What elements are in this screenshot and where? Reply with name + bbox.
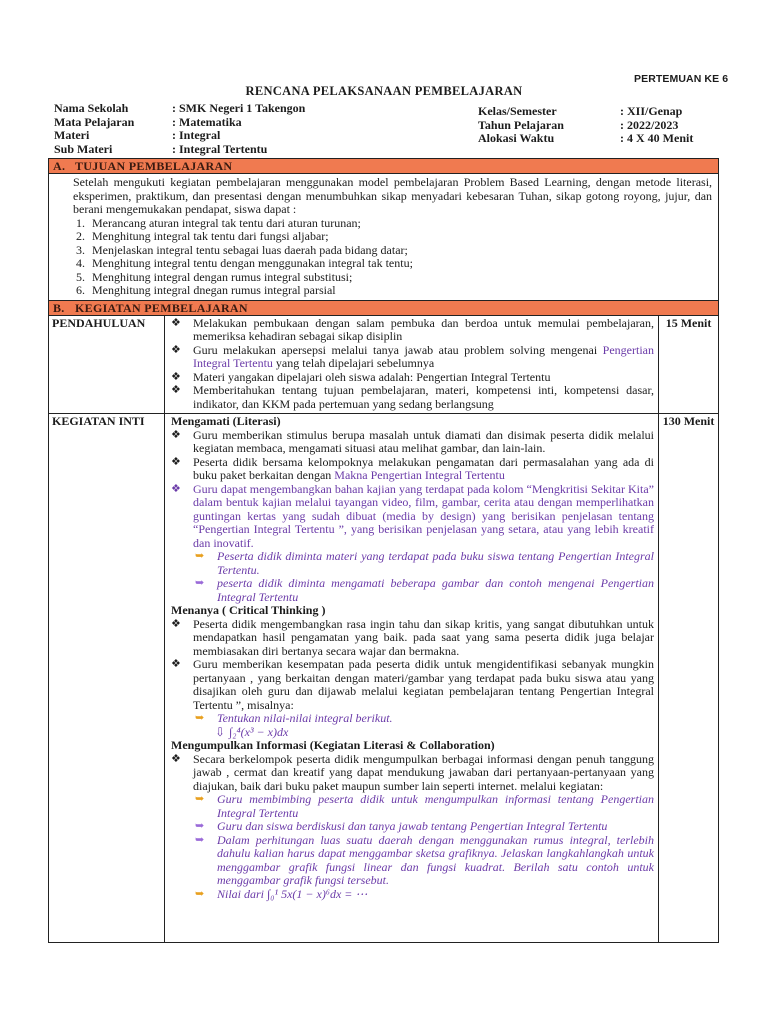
sub-material-key: Sub Materi (54, 141, 113, 156)
learning-goals-cell (49, 174, 719, 301)
mengamati-heading: Mengamati (Literasi) (171, 414, 281, 428)
diamond-bullet-icon: ❖ (171, 343, 181, 356)
pendahuluan-label: PENDAHULUAN (49, 315, 165, 414)
document-title: RENCANA PELAKSANAAN PEMBELAJARAN (245, 84, 523, 98)
list-item: ➥ Peserta didik diminta materi yang terdapat pada buku siswa tentang Pengertian Integral Tertentu. (195, 549, 654, 577)
subject-value: : Matematika (172, 114, 242, 129)
diamond-bullet-icon: ❖ (171, 482, 181, 495)
sub-material-value: : Integral Tertentu (172, 141, 268, 156)
diamond-bullet-icon: ❖ (171, 428, 181, 441)
arrow-bullet-icon: ➥ (195, 550, 205, 562)
list-item: ❖ Guru dapat mengembangkan bahan kajian yang terdapat pada kolom “Mengkritisi Sekitar Kita” dalam bentuk kajian melalui tayangan video, film, gambar, cerita atau dengan memperlihatkan guntingan kertas yang sudah dibuat (media by design) yang berisikan penjelasan tentang “Pengertian Integral Tertentu ”, yang berisikan penjelasan yang setara, atau yang lebih kreatif dan inovatif. (171, 481, 654, 550)
list-item: 6. Menghitung integral dnegan rumus integral parsial (76, 283, 336, 297)
list-item: ❖ Materi yangakan dipelajari oleh siswa adalah: Pengertian Integral Tertentu (171, 369, 551, 384)
list-item: 2. Menghitung integral tak tentu dari fungsi aljabar; (76, 229, 329, 243)
arrow-bullet-icon: ➥ (195, 820, 205, 832)
school-name-key: Nama Sekolah (54, 101, 129, 115)
diamond-bullet-icon: ❖ (171, 316, 181, 329)
section-a-title: TUJUAN PEMBELAJARAN (75, 159, 233, 173)
list-item: 3. Menjelaskan integral tentu sebagai luas daerah pada bidang datar; (76, 242, 408, 257)
down-arrow-icon: ⇩ (215, 724, 226, 739)
subject-key: Mata Pelajaran (54, 114, 135, 129)
list-item: ❖ Guru memberikan stimulus berupa masalah untuk diamati dan disimak peserta didik melalui kegiatan membaca, mengamati situasi atau melihat gambar, dan lain-lain. (171, 427, 654, 455)
section-b-header (49, 300, 719, 315)
academic-year-key: Tahun Pelajaran (478, 117, 564, 132)
diamond-bullet-icon: ❖ (171, 617, 181, 630)
list-item: ❖ Melakukan pembukaan dengan salam pembuka dan berdoa untuk memulai pembelajaran, memeriksa kehadiran sebagai sikap disiplin (171, 315, 654, 343)
class-semester-key: Kelas/Semester (478, 104, 557, 118)
list-item: ➥ Dalam perhitungan luas suatu daerah dengan menggunakan rumus integral, terlebih dahulu kalian harus dapat menggambar sketsa grafiknya. Jelaskan langkahlangkah untuk menggambar grafik fungsi linear dan fungsi kuadrat. Berilah satu contoh untuk menggambar grafik fungsi tersebut. (195, 832, 654, 887)
list-item: ❖ Guru melakukan apersepsi melalui tanya jawab atau problem solving mengenai Pengertian Integral Tertentu yang telah dipelajari sebelumnya (171, 342, 654, 370)
list-item: 1. Merancang aturan integral tak tentu dari aturan turunan; (76, 215, 361, 230)
diamond-bullet-icon: ❖ (171, 455, 181, 468)
arrow-bullet-icon: ➥ (195, 712, 205, 724)
list-item: ❖ Guru memberikan kesempatan pada peserta didik untuk mengidentifikasi sebanyak mungkin pertanyaan , yang berkaitan dengan materi/gambar yang terdapat pada buku siswa atau yang disajikan oleh guru dan dijawab melalui kegiatan pembelajaran tentang Pengertian Integral Tertentu ”, misalnya: (171, 657, 654, 712)
kegiatan-inti-row (49, 414, 719, 943)
list-item: ❖ Peserta didik mengembangkan rasa ingin tahu dan sikap kritis, yang sangat dibutuhkan untuk mendapatkan hasil pengamatan yang baik. pada saat yang sama peserta didik juga belajar membiasakan diri bertanya secara wajar dan bermakna. (171, 616, 654, 658)
list-item: ❖ Secara berkelompok peserta didik mengumpulkan berbagai informasi dengan penuh tanggung jawab , cermat dan kreatif yang dapat mendukung jawaban dari pertanyaan-pertanyaan yang diajukan, baik dari buku paket maupun sumber lain seperti internet. melalui kegiatan: (171, 751, 654, 793)
arrow-bullet-icon: ➥ (195, 577, 205, 589)
list-item: 5. Menghitung integral dengan rumus integral substitusi; (76, 269, 353, 284)
diamond-bullet-icon: ❖ (171, 384, 181, 396)
list-item: ➥ Guru membimbing peserta didik untuk mengumpulkan informasi tentang Pengertian Integral Tertentu (195, 792, 654, 820)
section-b-letter: B. (53, 300, 65, 315)
list-item: ➥ Tentukan nilai-nilai integral berikut. (195, 711, 393, 725)
time-allocation-key: Alokasi Waktu (478, 131, 555, 145)
time-allocation-value: : 4 X 40 Menit (620, 131, 694, 145)
diamond-bullet-icon: ❖ (171, 752, 181, 765)
lesson-plan-table (48, 158, 719, 943)
header-right-info (478, 105, 693, 146)
section-b-title: KEGIATAN PEMBELAJARAN (75, 300, 248, 315)
list-item: ➥ Guru dan siswa berdiskusi dan tanya jawab tentang Pengertian Integral Tertentu (195, 819, 608, 833)
academic-year-value: : 2022/2023 (620, 117, 679, 132)
diamond-bullet-icon: ❖ (171, 370, 181, 383)
material-key: Materi (54, 128, 90, 142)
arrow-bullet-icon: ➥ (195, 793, 205, 805)
pendahuluan-row (49, 315, 719, 414)
kegiatan-inti-duration: 130 Menit (659, 414, 719, 943)
menanya-heading: Menanya ( Critical Thinking ) (171, 603, 326, 617)
kegiatan-inti-label: KEGIATAN INTI (49, 414, 165, 943)
section-a-header (49, 159, 719, 174)
goals-intro-text: Setelah mengukuti kegiatan pembelajaran menggunakan model pembelajaran Problem Based Learning, dengan metode literasi, eksperimen, praktikum, dan presentasi dengan menumbuhkan sikap menyadari kebesaran Tuhan, sikap gotong royong, jujur, dan berani mengemukakan pendapat, siswa dapat : (73, 175, 713, 216)
mengumpulkan-heading: Mengumpulkan Informasi (Kegiatan Literasi & Collaboration) (171, 738, 495, 752)
pendahuluan-duration: 15 Menit (659, 315, 719, 414)
header-left-info (54, 102, 305, 156)
integral-formula: ⇩ ∫₂⁴(x³ − x)dx (215, 724, 289, 739)
pendahuluan-content (165, 315, 659, 414)
kegiatan-inti-content (165, 414, 659, 943)
list-item: ❖ Memberitahukan tentang tujuan pembelajaran, materi, kompetensi inti, kompetensi dasar, indikator, dan KKM pada pertemuan yang sedang berlangsung (171, 383, 654, 411)
meeting-label: PERTEMUAN KE 6 (634, 73, 729, 85)
arrow-bullet-icon: ➥ (195, 833, 205, 846)
section-a-letter: A. (53, 159, 66, 173)
school-name-value: : SMK Negeri 1 Takengon (172, 101, 306, 115)
list-item: ➥ peserta didik diminta mengamati beberapa gambar dan contoh mengenai Pengertian Integral Tertentu (195, 576, 654, 604)
list-item: 4. Menghitung integral tentu dengan menggunakan integral tak tentu; (76, 256, 413, 270)
list-item: ➥ Nilai dari ∫₀¹ 5x(1 − x)⁶dx = ⋯ (195, 886, 368, 901)
arrow-bullet-icon: ➥ (195, 887, 205, 900)
list-item: ❖ Peserta didik bersama kelompoknya melakukan pengamatan dari permasalahan yang ada di buku paket berkaitan dengan Makna Pengertian Integral Tertentu (171, 454, 654, 482)
diamond-bullet-icon: ❖ (171, 658, 181, 670)
class-semester-value: : XII/Genap (620, 104, 683, 118)
goals-list (73, 217, 712, 298)
material-value: : Integral (172, 128, 221, 142)
